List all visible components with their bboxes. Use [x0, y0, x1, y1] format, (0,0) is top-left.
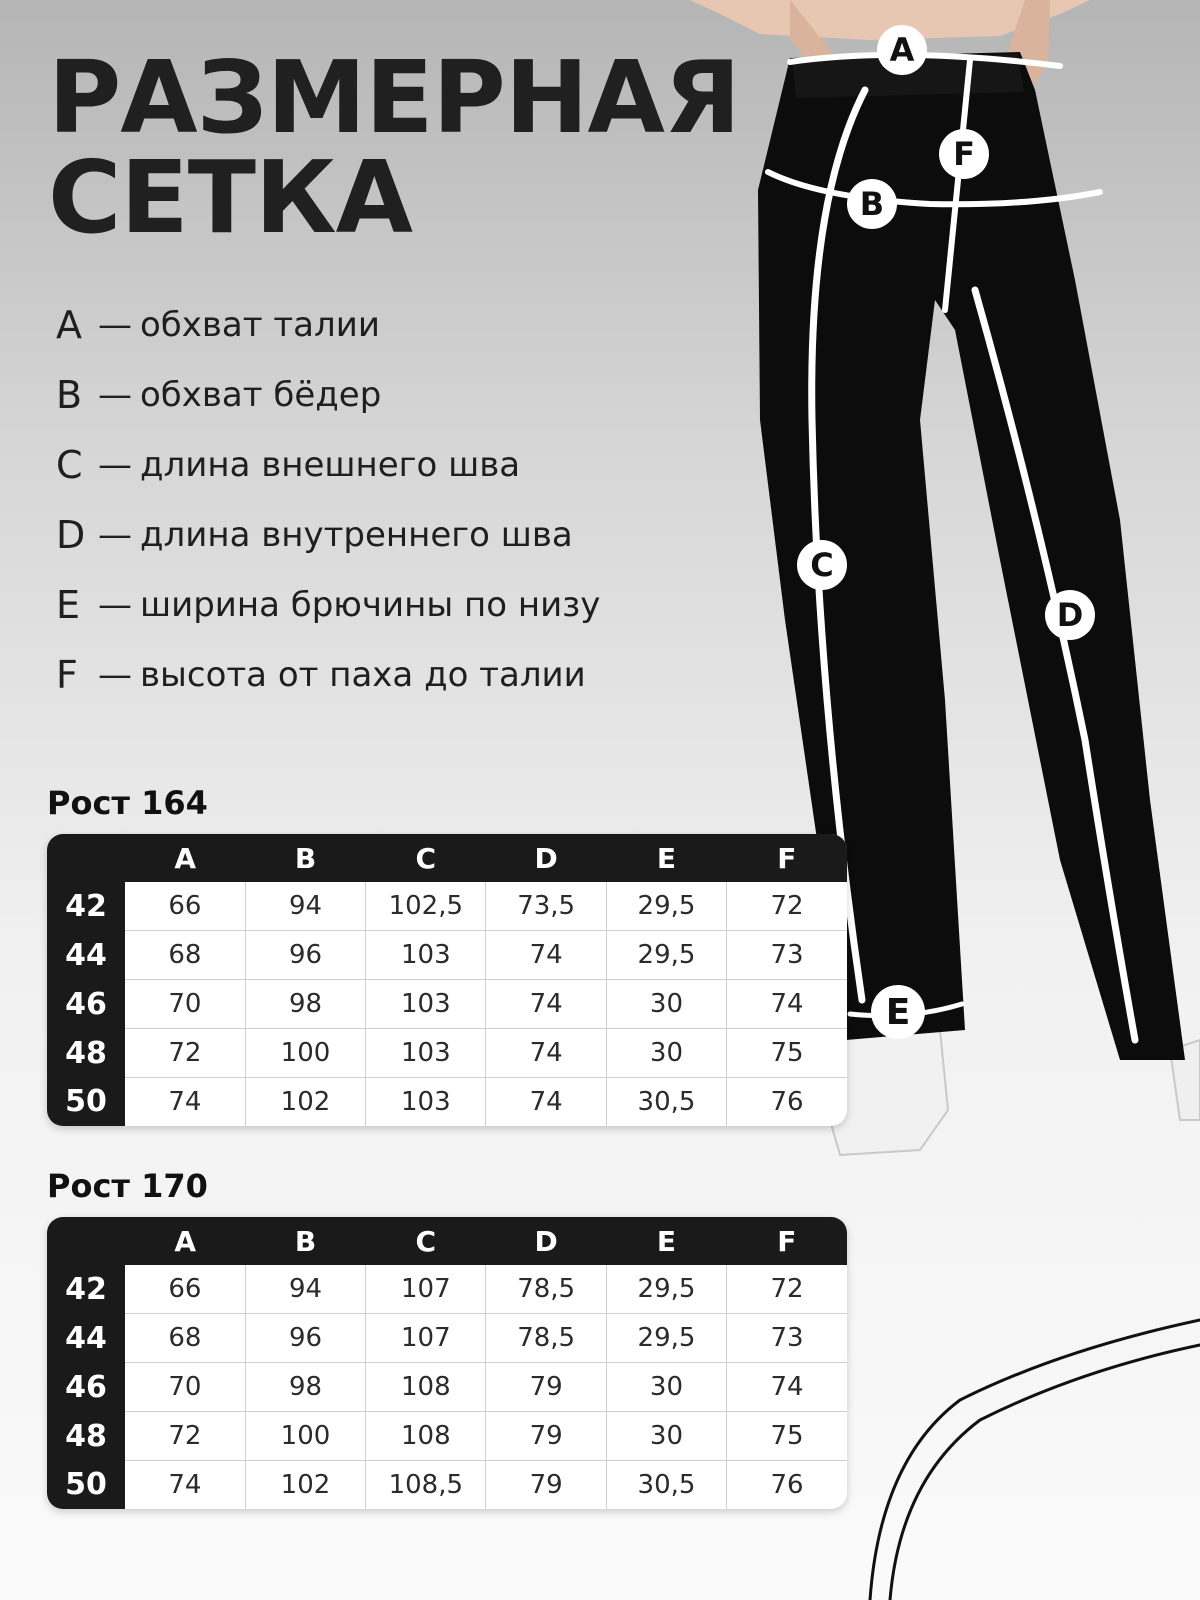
table-row	[47, 931, 847, 980]
table-cell: 74	[727, 980, 847, 1029]
table-cell: 79	[486, 1461, 606, 1510]
table-cell: 74	[125, 1078, 245, 1127]
table-row	[47, 1314, 847, 1363]
column-header: E	[606, 834, 726, 882]
table-cell: 73	[727, 931, 847, 980]
legend-text: длина внутреннего шва	[140, 515, 573, 555]
table-cell: 74	[727, 1363, 847, 1412]
marker-d-label: D	[1056, 596, 1084, 634]
table-cell: 102	[245, 1461, 365, 1510]
table-cell: 73	[727, 1314, 847, 1363]
marker-c	[797, 540, 847, 590]
table-cell: 94	[245, 882, 365, 931]
table-cell: 29,5	[606, 882, 726, 931]
table-cell: 66	[125, 882, 245, 931]
table-cell: 68	[125, 931, 245, 980]
legend-dash: —	[98, 305, 132, 345]
legend-dash: —	[98, 375, 132, 415]
legend-letter: D	[56, 513, 86, 557]
size-cell: 50	[47, 1078, 125, 1127]
table-cell: 72	[125, 1412, 245, 1461]
marker-e	[871, 985, 925, 1039]
table-cell: 72	[125, 1029, 245, 1078]
table-cell: 30	[606, 1029, 726, 1078]
size-cell: 46	[47, 1363, 125, 1412]
column-header: B	[245, 834, 365, 882]
size-table-height-170	[47, 1217, 847, 1509]
table-cell: 30	[606, 1363, 726, 1412]
size-cell: 44	[47, 931, 125, 980]
legend-text: обхват бёдер	[140, 375, 382, 415]
marker-e-label: E	[885, 992, 911, 1033]
table-cell: 30	[606, 980, 726, 1029]
column-header: A	[125, 834, 245, 882]
table-cell: 74	[486, 980, 606, 1029]
table-cell: 78,5	[486, 1265, 606, 1314]
table-cell: 100	[245, 1412, 365, 1461]
table-cell: 103	[366, 931, 486, 980]
legend-dash: —	[98, 445, 132, 485]
table-cell: 79	[486, 1412, 606, 1461]
table-cell: 102,5	[366, 882, 486, 931]
table-row	[47, 1461, 847, 1510]
table-cell: 94	[245, 1265, 365, 1314]
legend-item	[56, 640, 600, 710]
table-cell: 29,5	[606, 1265, 726, 1314]
legend-dash: —	[98, 515, 132, 555]
marker-d	[1045, 590, 1095, 640]
title-line-2: СЕТКА	[48, 139, 413, 256]
table-cell: 29,5	[606, 1314, 726, 1363]
marker-a-label: A	[889, 31, 915, 69]
table-cell: 76	[770, 1470, 804, 1500]
shoe-left	[830, 1030, 948, 1155]
legend-letter: E	[56, 583, 81, 627]
table-header-row	[47, 1217, 847, 1265]
legend-item	[56, 570, 600, 640]
marker-c-label: C	[810, 546, 834, 584]
legend-item	[56, 430, 600, 500]
table-cell: 108,5	[366, 1461, 486, 1510]
table-cell: 72	[727, 882, 847, 931]
table-row	[47, 1265, 847, 1314]
legend-text: высота от паха до талии	[140, 655, 586, 695]
table-cell: 29,5	[606, 931, 726, 980]
table-cell: 74	[125, 1461, 245, 1510]
table-row	[47, 980, 847, 1029]
legend-dash: —	[98, 655, 132, 695]
size-cell: 42	[47, 882, 125, 931]
table-corner	[47, 1217, 125, 1265]
legend-text: ширина брючины по низу	[140, 585, 601, 625]
marker-f	[939, 129, 989, 179]
table-cell: 66	[125, 1265, 245, 1314]
table-cell: 103	[366, 1078, 486, 1127]
table-cell: 96	[245, 931, 365, 980]
size-cell: 50	[47, 1461, 125, 1510]
page-title	[48, 39, 740, 256]
table-cell: 68	[125, 1314, 245, 1363]
table-cell: 107	[366, 1265, 486, 1314]
legend-text: обхват талии	[140, 305, 380, 345]
table-cell: 70	[125, 980, 245, 1029]
table-cell: 78,5	[486, 1314, 606, 1363]
column-header: F	[727, 834, 847, 882]
table-cell: 75	[727, 1029, 847, 1078]
table-cell: 74	[486, 1078, 606, 1127]
table-cell: 74	[486, 931, 606, 980]
column-header: A	[125, 1217, 245, 1265]
table-row	[47, 1363, 847, 1412]
legend-letter: F	[56, 653, 78, 697]
column-header: C	[366, 1217, 486, 1265]
title-line-1: РАЗМЕРНАЯ	[48, 39, 740, 156]
table-row	[47, 1412, 847, 1461]
table-cell: 103	[366, 980, 486, 1029]
table-row	[47, 1029, 847, 1078]
table-cell: 107	[366, 1314, 486, 1363]
marker-a	[877, 25, 927, 75]
column-header: E	[606, 1217, 726, 1265]
table-cell: 108	[366, 1412, 486, 1461]
column-header: D	[486, 834, 606, 882]
table-cell: 96	[245, 1314, 365, 1363]
table-cell: 30,5	[606, 1078, 726, 1127]
table-caption-height-164: Рост 164	[47, 784, 208, 822]
column-header: F	[727, 1217, 847, 1265]
marker-f-label: F	[953, 135, 975, 173]
legend-letter: A	[56, 303, 82, 347]
size-cell: 48	[47, 1412, 125, 1461]
table-header-row	[47, 834, 847, 882]
legend-letter: C	[56, 443, 83, 487]
marker-b-label: B	[859, 185, 885, 223]
legend-item	[56, 360, 600, 430]
legend-letter: B	[56, 373, 83, 417]
table-corner	[47, 834, 125, 882]
size-cell: 46	[47, 980, 125, 1029]
measurement-legend	[56, 290, 600, 710]
table-cell: 103	[366, 1029, 486, 1078]
table-cell: 98	[245, 1363, 365, 1412]
table-cell: 100	[245, 1029, 365, 1078]
legend-item	[56, 290, 600, 360]
table-cell: 76	[770, 1087, 804, 1117]
table-cell: 70	[125, 1363, 245, 1412]
table-cell: 98	[245, 980, 365, 1029]
table-cell: 102	[245, 1078, 365, 1127]
table-caption-height-170: Рост 170	[47, 1167, 208, 1205]
table-cell: 79	[486, 1363, 606, 1412]
size-cell: 42	[47, 1265, 125, 1314]
table-cell: 75	[727, 1412, 847, 1461]
marker-b	[847, 179, 897, 229]
column-header: B	[245, 1217, 365, 1265]
legend-dash: —	[98, 585, 132, 625]
table-cell: 30,5	[606, 1461, 726, 1510]
table-row	[47, 1078, 847, 1127]
column-header: C	[366, 834, 486, 882]
column-header: D	[486, 1217, 606, 1265]
table-cell: 73,5	[486, 882, 606, 931]
table-cell: 30	[606, 1412, 726, 1461]
legend-item	[56, 500, 600, 570]
legend-text: длина внешнего шва	[140, 445, 521, 485]
size-cell: 48	[47, 1029, 125, 1078]
size-table-height-164	[47, 834, 847, 1126]
size-cell: 44	[47, 1314, 125, 1363]
table-cell: 72	[727, 1265, 847, 1314]
table-row	[47, 882, 847, 931]
table-cell: 74	[486, 1029, 606, 1078]
table-cell: 108	[366, 1363, 486, 1412]
